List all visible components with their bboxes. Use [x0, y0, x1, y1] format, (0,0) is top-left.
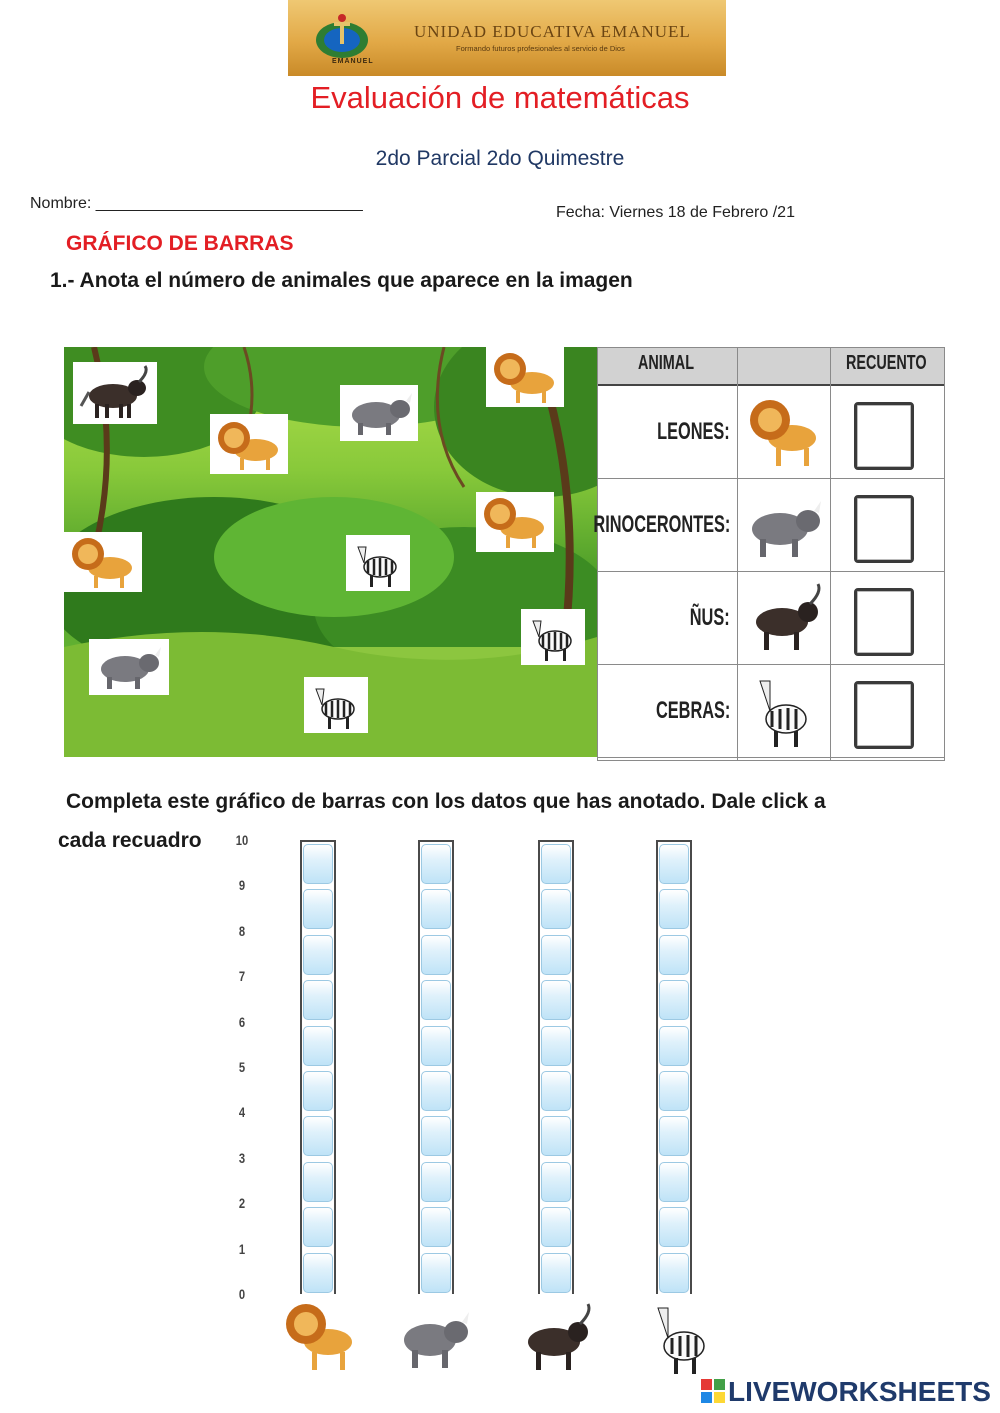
- gnu-icon: [73, 362, 157, 424]
- lion-icon: [210, 414, 288, 474]
- bar-cell[interactable]: [659, 1253, 689, 1293]
- bar-cell[interactable]: [303, 1071, 333, 1111]
- bar-cell[interactable]: [303, 1162, 333, 1202]
- bar-column-lion: [300, 840, 336, 1294]
- date-label: Fecha: Viernes 18 de Febrero /21: [556, 204, 795, 221]
- zebra-icon: [644, 1298, 724, 1378]
- school-banner: [288, 0, 726, 76]
- row-label: ÑUS:: [690, 604, 730, 631]
- bar-cell[interactable]: [541, 1207, 571, 1247]
- bar-chart: [224, 830, 744, 1300]
- rhino-icon: [89, 639, 169, 695]
- bar-cell[interactable]: [421, 980, 451, 1020]
- bar-cell[interactable]: [659, 980, 689, 1020]
- bar-cell[interactable]: [659, 1071, 689, 1111]
- y-tick-label: 4: [238, 1104, 246, 1121]
- bar-cell[interactable]: [659, 889, 689, 929]
- header-animal: ANIMAL: [638, 352, 694, 374]
- rhino-icon: [340, 385, 418, 441]
- bar-cell[interactable]: [541, 1253, 571, 1293]
- page-subtitle: 2do Parcial 2do Quimestre: [375, 147, 625, 170]
- bar-cell[interactable]: [421, 1253, 451, 1293]
- y-tick-label: 7: [238, 968, 246, 985]
- lion-icon: [280, 1298, 360, 1378]
- lion-icon: [64, 532, 142, 592]
- bar-cell[interactable]: [659, 935, 689, 975]
- y-tick-label: 6: [238, 1013, 246, 1030]
- rhino-icon: [394, 1298, 474, 1378]
- footer-text: LIVEWORKSHEETS: [728, 1376, 991, 1407]
- page-title: Evaluación de matemáticas: [310, 80, 690, 115]
- bar-cell[interactable]: [303, 980, 333, 1020]
- bar-cell[interactable]: [541, 935, 571, 975]
- count-input-leones[interactable]: [854, 402, 914, 470]
- bar-column-rhino: [418, 840, 454, 1294]
- logo-text: EMANUEL: [332, 58, 374, 65]
- gnu-icon: [740, 578, 828, 658]
- y-tick-label: 3: [238, 1149, 246, 1166]
- bar-column-gnu: [538, 840, 574, 1294]
- tally-row-cebras: [598, 665, 944, 758]
- bar-cell[interactable]: [541, 980, 571, 1020]
- bar-cell[interactable]: [303, 844, 333, 884]
- bar-cell[interactable]: [303, 889, 333, 929]
- tally-header: [598, 348, 944, 386]
- bar-column-zebra: [656, 840, 692, 1294]
- bar-cell[interactable]: [303, 1253, 333, 1293]
- bar-cell[interactable]: [659, 1116, 689, 1156]
- bar-cell[interactable]: [541, 1026, 571, 1066]
- bar-cell[interactable]: [421, 889, 451, 929]
- bar-cell[interactable]: [421, 844, 451, 884]
- tally-table: [593, 347, 945, 761]
- row-label: LEONES:: [657, 418, 730, 445]
- bar-cell[interactable]: [541, 1071, 571, 1111]
- zebra-icon: [304, 677, 368, 733]
- bar-cell[interactable]: [421, 1116, 451, 1156]
- header-recuento: RECUENTO: [846, 352, 927, 374]
- bar-cell[interactable]: [541, 844, 571, 884]
- question-1: 1.- Anota el número de animales que aparece en la imagen: [50, 269, 633, 292]
- bar-cell[interactable]: [541, 1116, 571, 1156]
- bar-cell[interactable]: [421, 1071, 451, 1111]
- zebra-icon: [521, 609, 585, 665]
- bar-cell[interactable]: [541, 1162, 571, 1202]
- zebra-icon: [346, 535, 410, 591]
- bar-cell[interactable]: [303, 1207, 333, 1247]
- zebra-icon: [740, 671, 828, 751]
- bar-cell[interactable]: [421, 1026, 451, 1066]
- count-input-cebras[interactable]: [854, 681, 914, 749]
- lion-icon: [740, 392, 828, 472]
- lion-icon: [486, 347, 564, 407]
- bar-cell[interactable]: [421, 935, 451, 975]
- school-name: UNIDAD EDUCATIVA EMANUEL: [414, 22, 691, 41]
- gnu-icon: [516, 1298, 596, 1378]
- tally-row-leones: [598, 386, 944, 479]
- rhino-icon: [740, 485, 828, 565]
- bar-cell[interactable]: [303, 1026, 333, 1066]
- y-tick-label: 0: [238, 1286, 246, 1302]
- bar-cell[interactable]: [541, 889, 571, 929]
- lion-icon: [476, 492, 554, 552]
- bar-cell[interactable]: [659, 1162, 689, 1202]
- y-tick-label: 1: [238, 1240, 246, 1257]
- count-input-nus[interactable]: [854, 588, 914, 656]
- y-tick-label: 5: [238, 1059, 246, 1075]
- count-input-rinocerontes[interactable]: [854, 495, 914, 563]
- jungle-scene: [64, 347, 597, 757]
- bar-cell[interactable]: [659, 1026, 689, 1066]
- y-tick-label: 8: [238, 922, 246, 939]
- bar-cell[interactable]: [303, 1116, 333, 1156]
- tally-row-nus: [598, 572, 944, 665]
- name-field-label: Nombre: ______________________________: [30, 195, 363, 212]
- row-label: CEBRAS:: [655, 697, 730, 724]
- bar-cell[interactable]: [659, 844, 689, 884]
- bar-cell[interactable]: [421, 1162, 451, 1202]
- instruction-line-2: cada recuadro: [58, 829, 202, 852]
- liveworksheets-icon: [700, 1378, 726, 1404]
- bar-cell[interactable]: [659, 1207, 689, 1247]
- row-label: RINOCERONTES:: [593, 511, 730, 538]
- bar-cell[interactable]: [421, 1207, 451, 1247]
- bar-cell[interactable]: [303, 935, 333, 975]
- y-tick-label: 10: [235, 832, 249, 848]
- y-tick-label: 2: [238, 1195, 246, 1212]
- school-motto: Formando futuros profesionales al servicio de Dios: [456, 44, 625, 53]
- y-tick-label: 9: [238, 877, 246, 894]
- instruction-line-1: Completa este gráfico de barras con los datos que has anotado. Dale click a: [66, 790, 826, 813]
- liveworksheets-logo: [700, 1376, 991, 1408]
- section-title: GRÁFICO DE BARRAS: [66, 232, 294, 255]
- tally-row-rinocerontes: [593, 479, 944, 572]
